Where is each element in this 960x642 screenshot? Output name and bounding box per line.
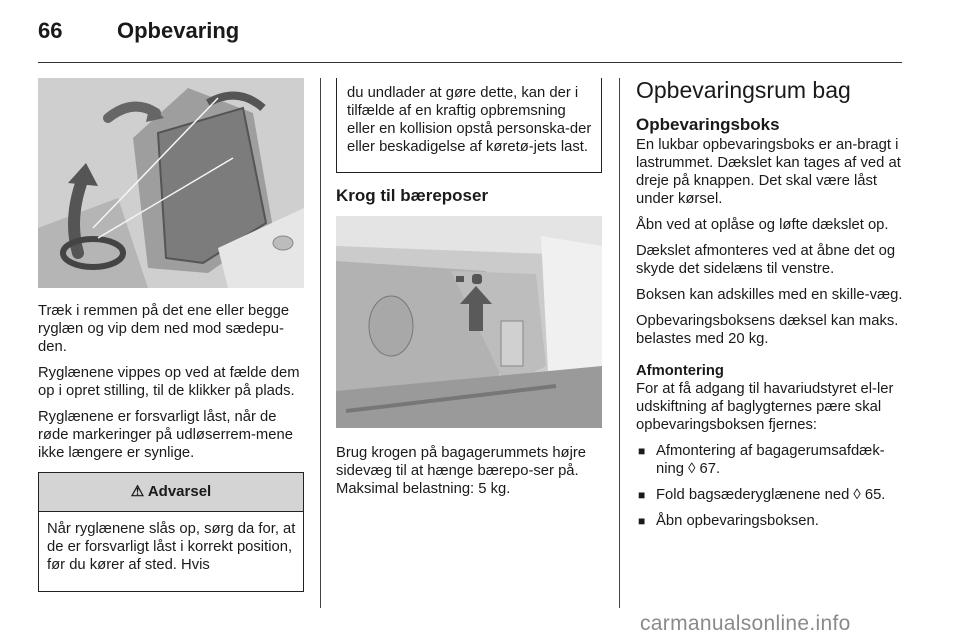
warning-box <box>38 472 304 592</box>
warning-box-continued: du undlader at gøre dette, kan der i tilfælde af en kraftig opbremsning eller en kollision opstå personska-der eller beskadigelse af køretø-jets last. <box>336 78 602 173</box>
paragraph: Opbevaringsboksens dæksel kan maks. belastes med 20 kg. <box>636 313 899 347</box>
bullet-item: ■ Åbn opbevaringsboksen. <box>636 512 904 530</box>
column-divider-1 <box>320 78 321 608</box>
paragraph: For at få adgang til havariudstyret el-ler udskiftning af baglygternes pære skal opbevaringsboksen fjernes: <box>636 381 894 433</box>
bullet-item: ■ Fold bagsæderyglænene ned ◊ 65. <box>636 486 904 504</box>
section-heading: Krog til bæreposer <box>336 186 489 205</box>
paragraph: Dækslet afmonteres ved at åbne det og skyde det sidelæns til venstre. <box>636 243 896 277</box>
paragraph: Åbn ved at oplåse og løfte dækslet op. <box>636 217 889 233</box>
warning-header <box>39 473 303 512</box>
paragraph: Ryglænene vippes op ved at fælde dem op i opret stilling, til de klikker på plads. <box>38 365 300 399</box>
warning-text: Når ryglænene slås op, sørg da for, at de er forsvarligt låst i korrekt position, før du kører af sted. Hvis <box>47 521 296 573</box>
header-divider <box>38 62 902 63</box>
watermark: carmanualsonline.info <box>640 612 851 635</box>
paragraph: En lukbar opbevaringsboks er an-bragt i lastrummet. Dækslet kan tages af ved at dreje på knappen. Det skal være låst under kørsel. <box>636 137 901 207</box>
subsection-title: Opbevaringsboks <box>636 115 780 134</box>
paragraph: Træk i remmen på det ene eller begge ryglæn og vip dem ned mod sædepu-den. <box>38 303 290 355</box>
paragraph: Boksen kan adskilles med en skille-væg. <box>636 287 903 303</box>
minor-heading: Afmontering <box>636 363 724 379</box>
column-1 <box>38 78 304 592</box>
seat-release-figure <box>38 78 304 288</box>
section-title: Opbevaringsrum bag <box>636 77 851 103</box>
column-3 <box>636 76 904 538</box>
bag-hook-figure <box>336 216 602 428</box>
column-divider-2 <box>619 78 620 608</box>
bullet-item: ■ Afmontering af bagagerumsafdæk-ning ◊ 67. <box>636 442 904 478</box>
warning-triangle-icon: ⚠ <box>130 483 145 500</box>
column-2 <box>336 78 602 506</box>
warning-title: Advarsel <box>147 483 212 500</box>
paragraph: Ryglænene er forsvarligt låst, når de røde markeringer på udløserrem-mene ikke længere er synlige. <box>38 409 293 461</box>
paragraph: Brug krogen på bagagerummets højre sidevæg til at hænge bærepo-ser på. Maksimal belastning: 5 kg. <box>336 445 587 497</box>
page-number: 66 <box>38 18 63 43</box>
chapter-title: Opbevaring <box>117 18 240 43</box>
